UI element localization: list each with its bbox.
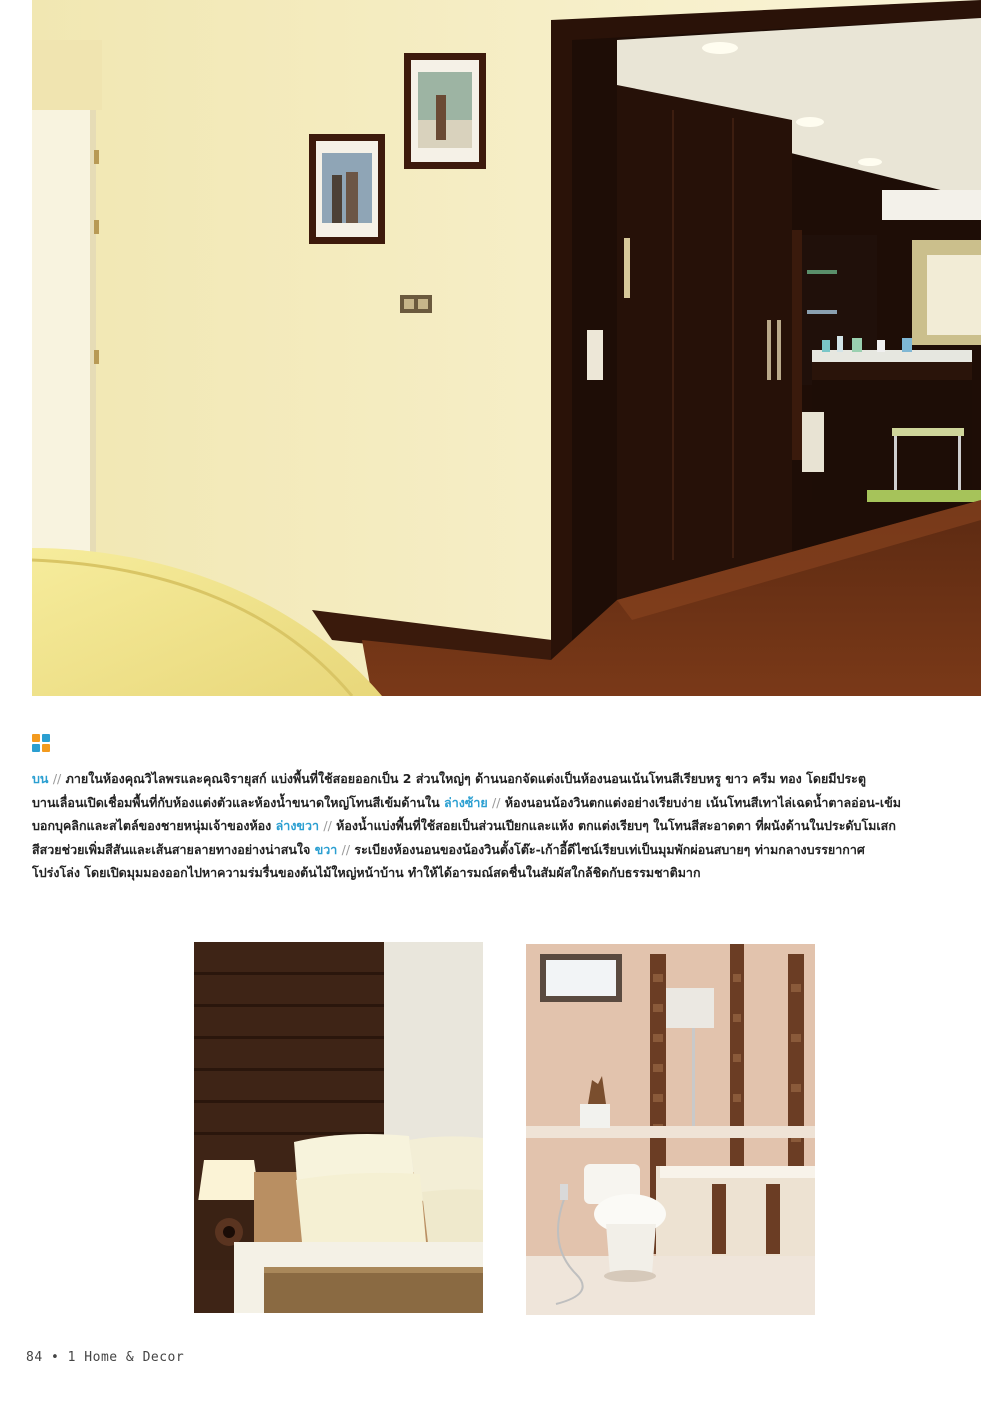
separator: // — [52, 771, 62, 786]
page-number: 84 — [26, 1350, 43, 1365]
photo-caption — [32, 767, 982, 885]
label-bottom-right: ล่างขวา — [275, 818, 320, 834]
caption-line-3 — [32, 814, 982, 838]
caption-text: โปร่งโล่ง โดยเปิดมุมมองออกไปหาความร่มรื่นของต้นไม้ใหญ่หน้าบ้าน ทำให้ได้อารมณ์สดชื่นในสัมผัสใกล้ชิดกับธรรมชาติมาก — [32, 865, 701, 881]
section-logo-icon — [32, 734, 52, 754]
label-top: บน — [32, 771, 49, 786]
caption-line-5 — [32, 861, 982, 885]
photo-master-bedroom — [32, 0, 981, 696]
bathroom-illustration — [526, 944, 815, 1315]
caption-text: บอกบุคลิกและสไตล์ของชายหนุ่มเจ้าของห้อง — [32, 818, 276, 834]
photo-bathroom — [526, 944, 815, 1315]
caption-text: ระเบียงห้องนอนของน้องวินตั้งโต๊ะ-เก้าอี้ดีไซน์เรียบเท่เป็นมุมพักผ่อนสบายๆ ท่ามกลางบรรยากาศ — [350, 841, 865, 857]
page-footer — [26, 1350, 184, 1365]
publication-name: 1 Home & Decor — [67, 1350, 185, 1365]
caption-text: ห้องน้ำแบ่งพื้นที่ใช้สอยเป็นส่วนเปียกและแห้ง ตกแต่งเรียบๆ ในโทนสีสะอาดตา ที่ผนังด้านในประดับโมเสก — [331, 818, 896, 834]
caption-text: ห้องนอนน้องวินตกแต่งอย่างเรียบง่าย เน้นโทนสีเทาไล่เฉดน้ำตาลอ่อน-เข้ม — [500, 794, 901, 810]
footer-bullet: • — [50, 1350, 60, 1365]
label-right: ขวา — [314, 841, 338, 857]
caption-text: บานเลื่อนเปิดเชื่อมพื้นที่กับห้องแต่งตัวและห้องน้ำขนาดใหญ่โทนสีเข้มด้านใน — [32, 794, 445, 810]
caption-line-2 — [32, 791, 982, 815]
photo-son-bedroom — [194, 942, 483, 1313]
caption-text: สีสวยช่วยเพิ่มสีสันและเส้นสายลายทางอย่างน่าสนใจ — [32, 841, 315, 857]
caption-text: ภายในห้องคุณวิไลพรและคุณจิรายุสก์ แบ่งพื้นที่ใช้สอยออกเป็น 2 ส่วนใหญ่ๆ ด้านนอกจัดแต่งเป็นห้องนอนเน้นโทนสีเรียบหรู ขาว ครีม ทอง โดยมีประตู — [61, 771, 867, 786]
caption-line-4 — [32, 838, 982, 862]
caption-line-1 — [32, 767, 982, 791]
separator: // — [341, 841, 351, 857]
label-bottom-left: ล่างซ้าย — [444, 794, 488, 810]
son-bedroom-illustration — [194, 942, 483, 1313]
separator: // — [323, 818, 332, 834]
separator: // — [492, 794, 501, 810]
master-bedroom-illustration — [32, 0, 981, 696]
